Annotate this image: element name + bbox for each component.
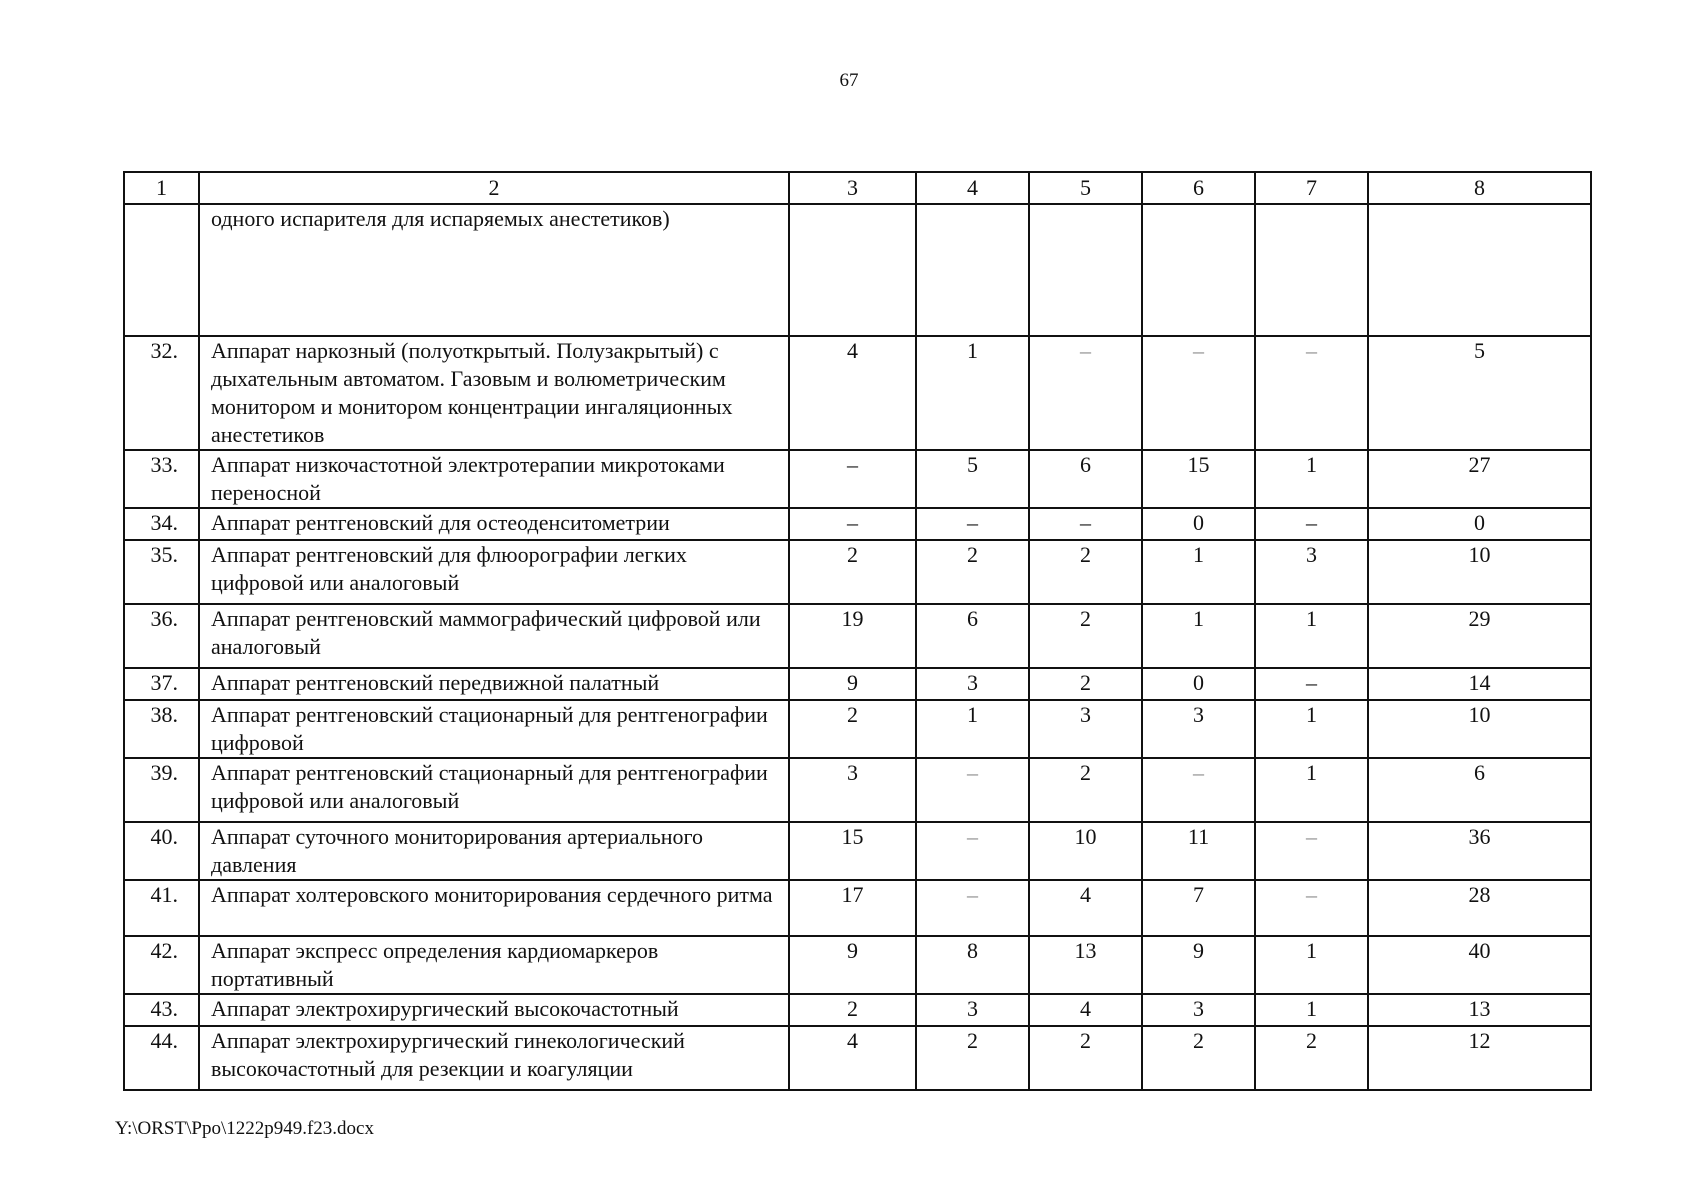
value-cell-col-5: 2: [1029, 758, 1142, 822]
value-cell-col-5: 10: [1029, 822, 1142, 880]
table-row: [124, 880, 1591, 936]
value-cell-col-3: 2: [789, 540, 916, 604]
value-cell-col-7: –: [1255, 336, 1368, 450]
value-cell-col-5: –: [1029, 336, 1142, 450]
value-cell-col-8: 5: [1368, 336, 1591, 450]
value-cell-col-7: 2: [1255, 1026, 1368, 1090]
equipment-name-cell: Аппарат рентгеновский для флюорографии легких цифровой или аналоговый: [199, 540, 789, 604]
table-row: [124, 700, 1591, 758]
value-cell-col-6: 0: [1142, 668, 1255, 700]
equipment-table: [123, 171, 1592, 1091]
header-cell: 7: [1255, 172, 1368, 204]
value-cell-col-5: –: [1029, 508, 1142, 540]
value-cell-col-5: 4: [1029, 994, 1142, 1026]
value-cell-col-8: 29: [1368, 604, 1591, 668]
row-number-cell: 32.: [124, 336, 199, 450]
table-row: [124, 450, 1591, 508]
row-number-cell: [124, 204, 199, 336]
table-row: [124, 604, 1591, 668]
header-cell: 4: [916, 172, 1029, 204]
value-cell-col-3: 9: [789, 668, 916, 700]
value-cell-col-8: 28: [1368, 880, 1591, 936]
value-cell-col-6: 1: [1142, 540, 1255, 604]
value-cell-col-4: –: [916, 758, 1029, 822]
equipment-name-cell: Аппарат рентгеновский передвижной палатный: [199, 668, 789, 700]
row-number-cell: 38.: [124, 700, 199, 758]
value-cell-col-8: 10: [1368, 700, 1591, 758]
header-cell: 2: [199, 172, 789, 204]
value-cell-col-3: 2: [789, 994, 916, 1026]
row-number-cell: 43.: [124, 994, 199, 1026]
value-cell-col-6: –: [1142, 758, 1255, 822]
value-cell-col-4: 6: [916, 604, 1029, 668]
value-cell-col-3: 3: [789, 758, 916, 822]
value-cell-col-3: 9: [789, 936, 916, 994]
value-cell-col-7: 1: [1255, 604, 1368, 668]
value-cell-col-8: 10: [1368, 540, 1591, 604]
value-cell-col-7: 1: [1255, 450, 1368, 508]
value-cell-col-6: 3: [1142, 994, 1255, 1026]
value-cell-col-4: 3: [916, 994, 1029, 1026]
equipment-name-cell: Аппарат электрохирургический высокочастотный: [199, 994, 789, 1026]
value-cell-col-5: 2: [1029, 668, 1142, 700]
table-row: [124, 540, 1591, 604]
value-cell-col-8: [1368, 204, 1591, 336]
value-cell-col-6: –: [1142, 336, 1255, 450]
value-cell-col-4: 1: [916, 700, 1029, 758]
page-number: 67: [839, 70, 859, 91]
equipment-name-cell: Аппарат электрохирургический гинекологический высокочастотный для резекции и коагуляции: [199, 1026, 789, 1090]
table-row: [124, 1026, 1591, 1090]
equipment-name-cell: Аппарат наркозный (полуоткрытый. Полузакрытый) с дыхательным автоматом. Газовым и волюметрическим монитором и монитором концентрации ингаляционных анестетиков: [199, 336, 789, 450]
value-cell-col-5: 2: [1029, 1026, 1142, 1090]
value-cell-col-7: 1: [1255, 994, 1368, 1026]
row-number-cell: 40.: [124, 822, 199, 880]
value-cell-col-8: 14: [1368, 668, 1591, 700]
value-cell-col-4: 3: [916, 668, 1029, 700]
equipment-name-cell: Аппарат рентгеновский стационарный для рентгенографии цифровой: [199, 700, 789, 758]
value-cell-col-8: 0: [1368, 508, 1591, 540]
row-number-cell: 37.: [124, 668, 199, 700]
value-cell-col-6: 9: [1142, 936, 1255, 994]
value-cell-col-5: 2: [1029, 540, 1142, 604]
table-row: [124, 936, 1591, 994]
table-row: [124, 994, 1591, 1026]
value-cell-col-7: –: [1255, 880, 1368, 936]
value-cell-col-4: [916, 204, 1029, 336]
header-cell: 3: [789, 172, 916, 204]
value-cell-col-3: –: [789, 508, 916, 540]
row-number-cell: 41.: [124, 880, 199, 936]
value-cell-col-7: [1255, 204, 1368, 336]
value-cell-col-5: 6: [1029, 450, 1142, 508]
table-row: [124, 336, 1591, 450]
equipment-name-cell: одного испарителя для испаряемых анестетиков): [199, 204, 789, 336]
equipment-name-cell: Аппарат рентгеновский стационарный для рентгенографии цифровой или аналоговый: [199, 758, 789, 822]
value-cell-col-6: 2: [1142, 1026, 1255, 1090]
value-cell-col-5: [1029, 204, 1142, 336]
value-cell-col-8: 12: [1368, 1026, 1591, 1090]
table-row: [124, 204, 1591, 336]
value-cell-col-6: 11: [1142, 822, 1255, 880]
value-cell-col-6: 1: [1142, 604, 1255, 668]
equipment-name-cell: Аппарат рентгеновский маммографический цифровой или аналоговый: [199, 604, 789, 668]
value-cell-col-4: 1: [916, 336, 1029, 450]
value-cell-col-7: –: [1255, 508, 1368, 540]
value-cell-col-8: 27: [1368, 450, 1591, 508]
value-cell-col-7: 1: [1255, 700, 1368, 758]
value-cell-col-5: 2: [1029, 604, 1142, 668]
equipment-name-cell: Аппарат рентгеновский для остеоденситометрии: [199, 508, 789, 540]
value-cell-col-3: 17: [789, 880, 916, 936]
value-cell-col-3: 4: [789, 336, 916, 450]
column-number-header-row: [124, 172, 1591, 204]
row-number-cell: 39.: [124, 758, 199, 822]
value-cell-col-5: 13: [1029, 936, 1142, 994]
header-cell: 6: [1142, 172, 1255, 204]
row-number-cell: 44.: [124, 1026, 199, 1090]
equipment-name-cell: Аппарат экспресс определения кардиомаркеров портативный: [199, 936, 789, 994]
value-cell-col-3: 2: [789, 700, 916, 758]
value-cell-col-8: 36: [1368, 822, 1591, 880]
value-cell-col-3: [789, 204, 916, 336]
value-cell-col-5: 3: [1029, 700, 1142, 758]
footer-file-path: Y:\ORST\Ppo\1222p949.f23.docx: [115, 1118, 374, 1139]
value-cell-col-4: 2: [916, 1026, 1029, 1090]
value-cell-col-8: 40: [1368, 936, 1591, 994]
value-cell-col-6: [1142, 204, 1255, 336]
header-cell: 5: [1029, 172, 1142, 204]
value-cell-col-6: 15: [1142, 450, 1255, 508]
value-cell-col-4: 5: [916, 450, 1029, 508]
value-cell-col-3: 15: [789, 822, 916, 880]
value-cell-col-4: 2: [916, 540, 1029, 604]
value-cell-col-4: 8: [916, 936, 1029, 994]
header-cell: 8: [1368, 172, 1591, 204]
equipment-name-cell: Аппарат холтеровского мониторирования сердечного ритма: [199, 880, 789, 936]
row-number-cell: 34.: [124, 508, 199, 540]
value-cell-col-4: –: [916, 880, 1029, 936]
equipment-name-cell: Аппарат низкочастотной электротерапии микротоками переносной: [199, 450, 789, 508]
value-cell-col-8: 13: [1368, 994, 1591, 1026]
value-cell-col-6: 0: [1142, 508, 1255, 540]
value-cell-col-8: 6: [1368, 758, 1591, 822]
table-row: [124, 508, 1591, 540]
equipment-name-cell: Аппарат суточного мониторирования артериального давления: [199, 822, 789, 880]
value-cell-col-3: 4: [789, 1026, 916, 1090]
value-cell-col-6: 3: [1142, 700, 1255, 758]
value-cell-col-4: –: [916, 822, 1029, 880]
row-number-cell: 33.: [124, 450, 199, 508]
value-cell-col-4: –: [916, 508, 1029, 540]
value-cell-col-7: 3: [1255, 540, 1368, 604]
row-number-cell: 42.: [124, 936, 199, 994]
row-number-cell: 35.: [124, 540, 199, 604]
value-cell-col-7: –: [1255, 668, 1368, 700]
table-row: [124, 668, 1591, 700]
value-cell-col-3: 19: [789, 604, 916, 668]
table-row: [124, 758, 1591, 822]
table-row: [124, 822, 1591, 880]
value-cell-col-7: –: [1255, 822, 1368, 880]
value-cell-col-7: 1: [1255, 758, 1368, 822]
value-cell-col-6: 7: [1142, 880, 1255, 936]
row-number-cell: 36.: [124, 604, 199, 668]
value-cell-col-3: –: [789, 450, 916, 508]
value-cell-col-5: 4: [1029, 880, 1142, 936]
value-cell-col-7: 1: [1255, 936, 1368, 994]
header-cell: 1: [124, 172, 199, 204]
